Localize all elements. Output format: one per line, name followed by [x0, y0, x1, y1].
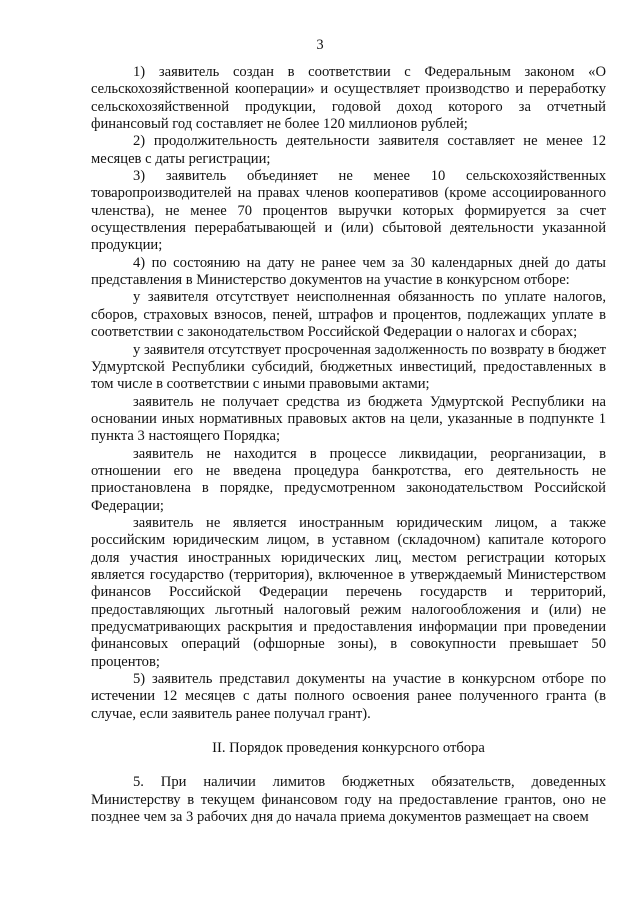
paragraph-no-overdue-debt: у заявителя отсутствует просроченная задолженность по возврату в бюджет Удмуртской Республики субсидий, бюджетных инвестиций, предоставленных в том числе в соответствии с иными правовыми актами; [91, 341, 606, 393]
paragraph-not-foreign-entity: заявитель не является иностранным юридическим лицом, а также российским юридическим лицом, в уставном (складочном) капитале которого доля участия иностранных юридических лиц, местом регистрации которых является государство (территория), включенное в утверждаемый Министерством финансов Российской Федерации перечень государств и территорий, предоставляющих льготный налоговый режим налогообложения и (или) не предусматривающих раскрытия и предоставления информации при проведении финансовых операций (офшорные зоны), в совокупности превышает 50 процентов; [91, 514, 606, 670]
paragraph-requirement-4: 4) по состоянию на дату не ранее чем за 30 календарных дней до даты представления в Министерство документов на участие в конкурсном отборе: [91, 254, 606, 289]
paragraph-item-5: 5. При наличии лимитов бюджетных обязательств, доведенных Министерству в текущем финансовом году на предоставление грантов, оно не позднее чем за 3 рабочих дня до начала приема документов размещает на своем [91, 774, 606, 826]
paragraph-requirement-3: 3) заявитель объединяет не менее 10 сельскохозяйственных товаропроизводителей на правах членов кооперативов (кроме ассоциированного членства), не менее 70 процентов выручки которых формируется за счет осуществления перерабатывающей и (или) сбытовой деятельности указанной продукции; [91, 168, 606, 254]
document-body [91, 64, 606, 826]
paragraph-requirement-2: 2) продолжительность деятельности заявителя составляет не менее 12 месяцев с даты регистрации; [91, 133, 606, 167]
paragraph-requirement-1: 1) заявитель создан в соответствии с Федеральным законом «О сельскохозяйственной кооперации» и осуществляет производство и переработку сельскохозяйственной продукции, годовой доход которого за отчетный финансовый год составляет не более 120 миллионов рублей; [91, 64, 606, 133]
page-number: 3 [316, 37, 324, 53]
paragraph-no-tax-debt: у заявителя отсутствует неисполненная обязанность по уплате налогов, сборов, страховых взносов, пеней, штрафов и процентов, подлежащих уплате в соответствии с законодательством Российской Федерации о налогах и сборах; [91, 289, 606, 341]
paragraph-not-in-liquidation: заявитель не находится в процессе ликвидации, реорганизации, в отношении его не введена процедура банкротства, его деятельность не приостановлена в порядке, предусмотренном законодательством Российской Федерации; [91, 445, 606, 514]
paragraph-no-other-funding: заявитель не получает средства из бюджета Удмуртской Республики на основании иных нормативных правовых актов на цели, указанные в подпункте 1 пункта 3 настоящего Порядка; [91, 393, 606, 445]
paragraph-requirement-5: 5) заявитель представил документы на участие в конкурсном отборе по истечении 12 месяцев с даты полного освоения ранее полученного гранта (в случае, если заявитель ранее получал грант). [91, 671, 606, 722]
section-heading: II. Порядок проведения конкурсного отбора [212, 740, 485, 757]
